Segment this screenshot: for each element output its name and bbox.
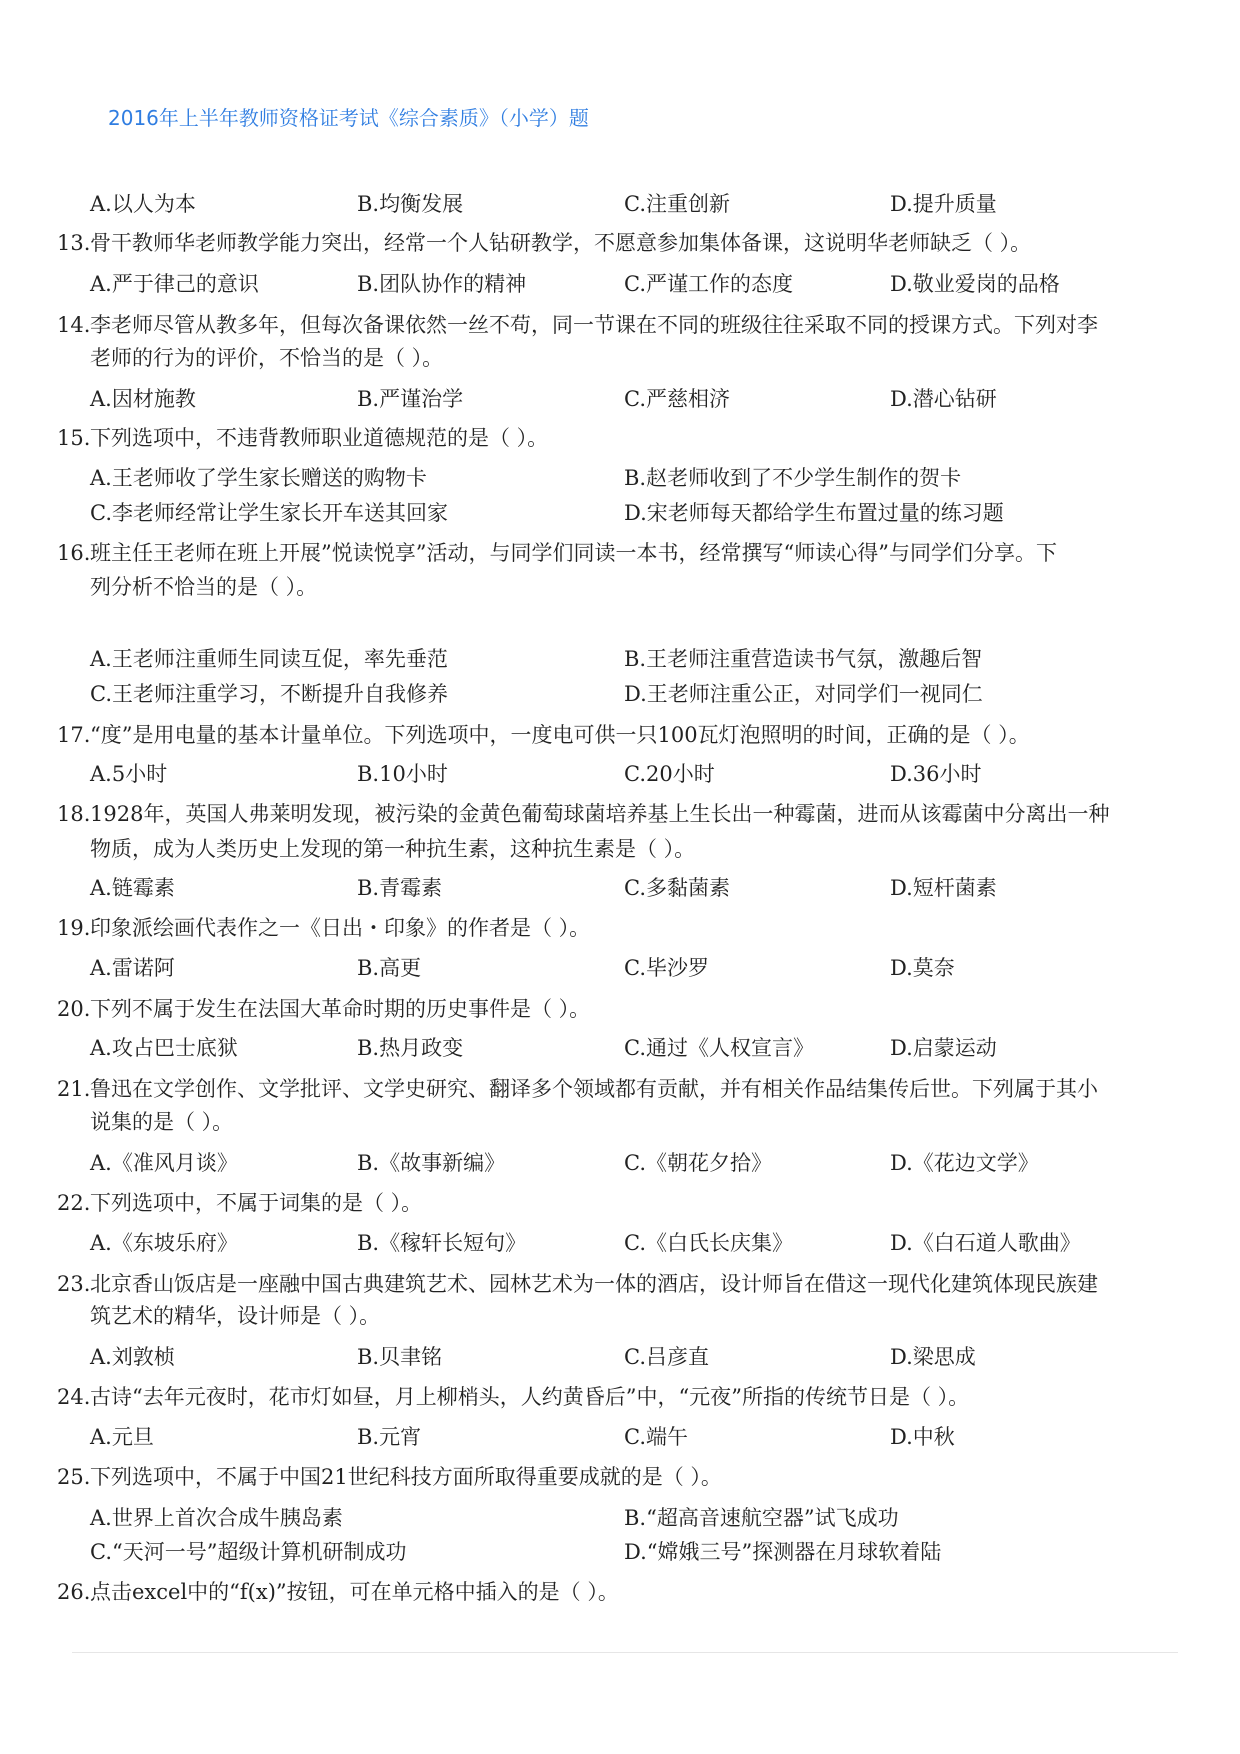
question-stem: 老师的行为的评价，不恰当的是（ ）。 xyxy=(90,346,444,370)
question-number: 18. xyxy=(57,802,91,826)
answer-option: A.以人为本 xyxy=(90,192,196,216)
answer-option: D.“嫦娥三号”探测器在月球软着陆 xyxy=(624,1540,942,1564)
question-number: 22. xyxy=(57,1191,91,1215)
answer-option: D.启蒙运动 xyxy=(890,1036,997,1060)
answer-option: D.《花边文学》 xyxy=(890,1151,1039,1175)
answer-option: A.刘敦桢 xyxy=(90,1345,175,1369)
question-stem: “度”是用电量的基本计量单位。下列选项中，一度电可供一只100瓦灯泡照明的时间，正确的是（ ）。 xyxy=(90,723,1030,747)
answer-option: C.王老师注重学习，不断提升自我修养 xyxy=(90,682,448,706)
question-stem: 古诗“去年元夜时，花市灯如昼，月上柳梢头，人约黄昏后”中，“元夜”所指的传统节日是（ ）。 xyxy=(90,1385,970,1409)
answer-option: B.元宵 xyxy=(357,1425,422,1449)
answer-option: B.王老师注重营造读书气氛，激趣后智 xyxy=(624,647,983,671)
answer-option: A.链霉素 xyxy=(90,876,175,900)
question-stem: 物质，成为人类历史上发现的第一种抗生素，这种抗生素是（ ）。 xyxy=(90,837,696,861)
question-number: 20. xyxy=(57,997,91,1021)
question-number: 17. xyxy=(57,723,91,747)
question-number: 13. xyxy=(57,231,91,255)
answer-option: D.敬业爱岗的品格 xyxy=(890,272,1060,296)
answer-option: C.20小时 xyxy=(624,762,715,786)
answer-option: C.通过《人权宣言》 xyxy=(624,1036,814,1060)
answer-option: B.“超高音速航空器”试飞成功 xyxy=(624,1506,899,1530)
answer-option: D.《白石道人歌曲》 xyxy=(890,1231,1081,1255)
question-number: 25. xyxy=(57,1465,91,1489)
answer-option: C.端午 xyxy=(624,1425,688,1449)
answer-option: A.因材施教 xyxy=(90,387,196,411)
answer-option: C.严谨工作的态度 xyxy=(624,272,793,296)
answer-option: C.毕沙罗 xyxy=(624,956,709,980)
answer-option: B.高更 xyxy=(357,956,422,980)
answer-option: D.36小时 xyxy=(890,762,982,786)
answer-option: D.潜心钻研 xyxy=(890,387,997,411)
answer-option: B.严谨治学 xyxy=(357,387,464,411)
answer-option: C.吕彦直 xyxy=(624,1345,709,1369)
question-stem: 列分析不恰当的是（ ）。 xyxy=(90,575,318,599)
question-stem: 点击excel中的“f(x)”按钮，可在单元格中插入的是（ ）。 xyxy=(90,1580,619,1604)
answer-option: A.雷诺阿 xyxy=(90,956,175,980)
question-stem: 骨干教师华老师教学能力突出，经常一个人钻研教学，不愿意参加集体备课，这说明华老师缺乏（ ）。 xyxy=(90,231,1032,255)
question-stem: 下列不属于发生在法国大革命时期的历史事件是（ ）。 xyxy=(90,997,591,1021)
question-number: 15. xyxy=(57,426,91,450)
question-stem: 下列选项中，不属于中国21世纪科技方面所取得重要成就的是（ ）。 xyxy=(90,1465,722,1489)
question-number: 19. xyxy=(57,916,91,940)
answer-option: B.贝聿铭 xyxy=(357,1345,443,1369)
answer-option: B.团队协作的精神 xyxy=(357,272,527,296)
answer-option: A.王老师注重师生同读互促，率先垂范 xyxy=(90,647,448,671)
answer-option: B.热月政变 xyxy=(357,1036,464,1060)
question-stem: 下列选项中，不违背教师职业道德规范的是（ ）。 xyxy=(90,426,549,450)
answer-option: C.《朝花夕拾》 xyxy=(624,1151,772,1175)
question-stem: 说集的是（ ）。 xyxy=(90,1110,234,1134)
answer-option: D.短杆菌素 xyxy=(890,876,997,900)
document-title: 2016年上半年教师资格证考试《综合素质》（小学）题 xyxy=(108,106,589,130)
answer-option: D.梁思成 xyxy=(890,1345,976,1369)
answer-option: B.10小时 xyxy=(357,762,448,786)
question-stem: 李老师尽管从教多年，但每次备课依然一丝不苟，同一节课在不同的班级往往采取不同的授课方式。下列对李 xyxy=(90,313,1098,337)
answer-option: C.严慈相济 xyxy=(624,387,730,411)
question-stem: 班主任王老师在班上开展”悦读悦享”活动，与同学们同读一本书，经常撰写“师读心得”与同学们分享。下 xyxy=(90,541,1057,565)
answer-option: D.宋老师每天都给学生布置过量的练习题 xyxy=(624,501,1004,525)
question-stem: 印象派绘画代表作之一《日出・印象》的作者是（ ）。 xyxy=(90,916,591,940)
answer-option: B.均衡发展 xyxy=(357,192,464,216)
question-stem: 鲁迅在文学创作、文学批评、文学史研究、翻译多个领域都有贡献，并有相关作品结集传后世。下列属于其小 xyxy=(90,1077,1098,1101)
answer-option: D.中秋 xyxy=(890,1425,955,1449)
answer-option: B.《故事新编》 xyxy=(357,1151,506,1175)
answer-option: A.《准风月谈》 xyxy=(90,1151,238,1175)
question-stem: 北京香山饭店是一座融中国古典建筑艺术、园林艺术为一体的酒店，设计师旨在借这一现代化建筑体现民族建 xyxy=(90,1272,1098,1296)
answer-option: B.青霉素 xyxy=(357,876,443,900)
question-number: 26. xyxy=(57,1580,91,1604)
answer-option: D.王老师注重公正，对同学们一视同仁 xyxy=(624,682,983,706)
footer-divider xyxy=(72,1652,1178,1653)
answer-option: C.“天河一号”超级计算机研制成功 xyxy=(90,1540,407,1564)
question-stem: 筑艺术的精华，设计师是（ ）。 xyxy=(90,1304,381,1328)
question-number: 24. xyxy=(57,1385,91,1409)
answer-option: A.世界上首次合成牛胰岛素 xyxy=(90,1506,343,1530)
question-stem: 下列选项中，不属于词集的是（ ）。 xyxy=(90,1191,423,1215)
answer-option: C.李老师经常让学生家长开车送其回家 xyxy=(90,501,448,525)
answer-option: C.多黏菌素 xyxy=(624,876,730,900)
question-number: 14. xyxy=(57,313,91,337)
answer-option: A.5小时 xyxy=(90,762,168,786)
question-number: 16. xyxy=(57,541,91,565)
answer-option: D.莫奈 xyxy=(890,956,955,980)
answer-option: A.元旦 xyxy=(90,1425,154,1449)
answer-option: B.赵老师收到了不少学生制作的贺卡 xyxy=(624,466,962,490)
answer-option: A.严于律己的意识 xyxy=(90,272,259,296)
answer-option: C.《白氏长庆集》 xyxy=(624,1231,793,1255)
answer-option: A.王老师收了学生家长赠送的购物卡 xyxy=(90,466,427,490)
question-number: 23. xyxy=(57,1272,91,1296)
answer-option: C.注重创新 xyxy=(624,192,730,216)
answer-option: D.提升质量 xyxy=(890,192,997,216)
answer-option: A.攻占巴士底狱 xyxy=(90,1036,238,1060)
question-number: 21. xyxy=(57,1077,91,1101)
answer-option: B.《稼轩长短句》 xyxy=(357,1231,527,1255)
answer-option: A.《东坡乐府》 xyxy=(90,1231,238,1255)
question-stem: 1928年，英国人弗莱明发现，被污染的金黄色葡萄球菌培养基上生长出一种霉菌，进而从该霉菌中分离出一种 xyxy=(90,802,1110,826)
